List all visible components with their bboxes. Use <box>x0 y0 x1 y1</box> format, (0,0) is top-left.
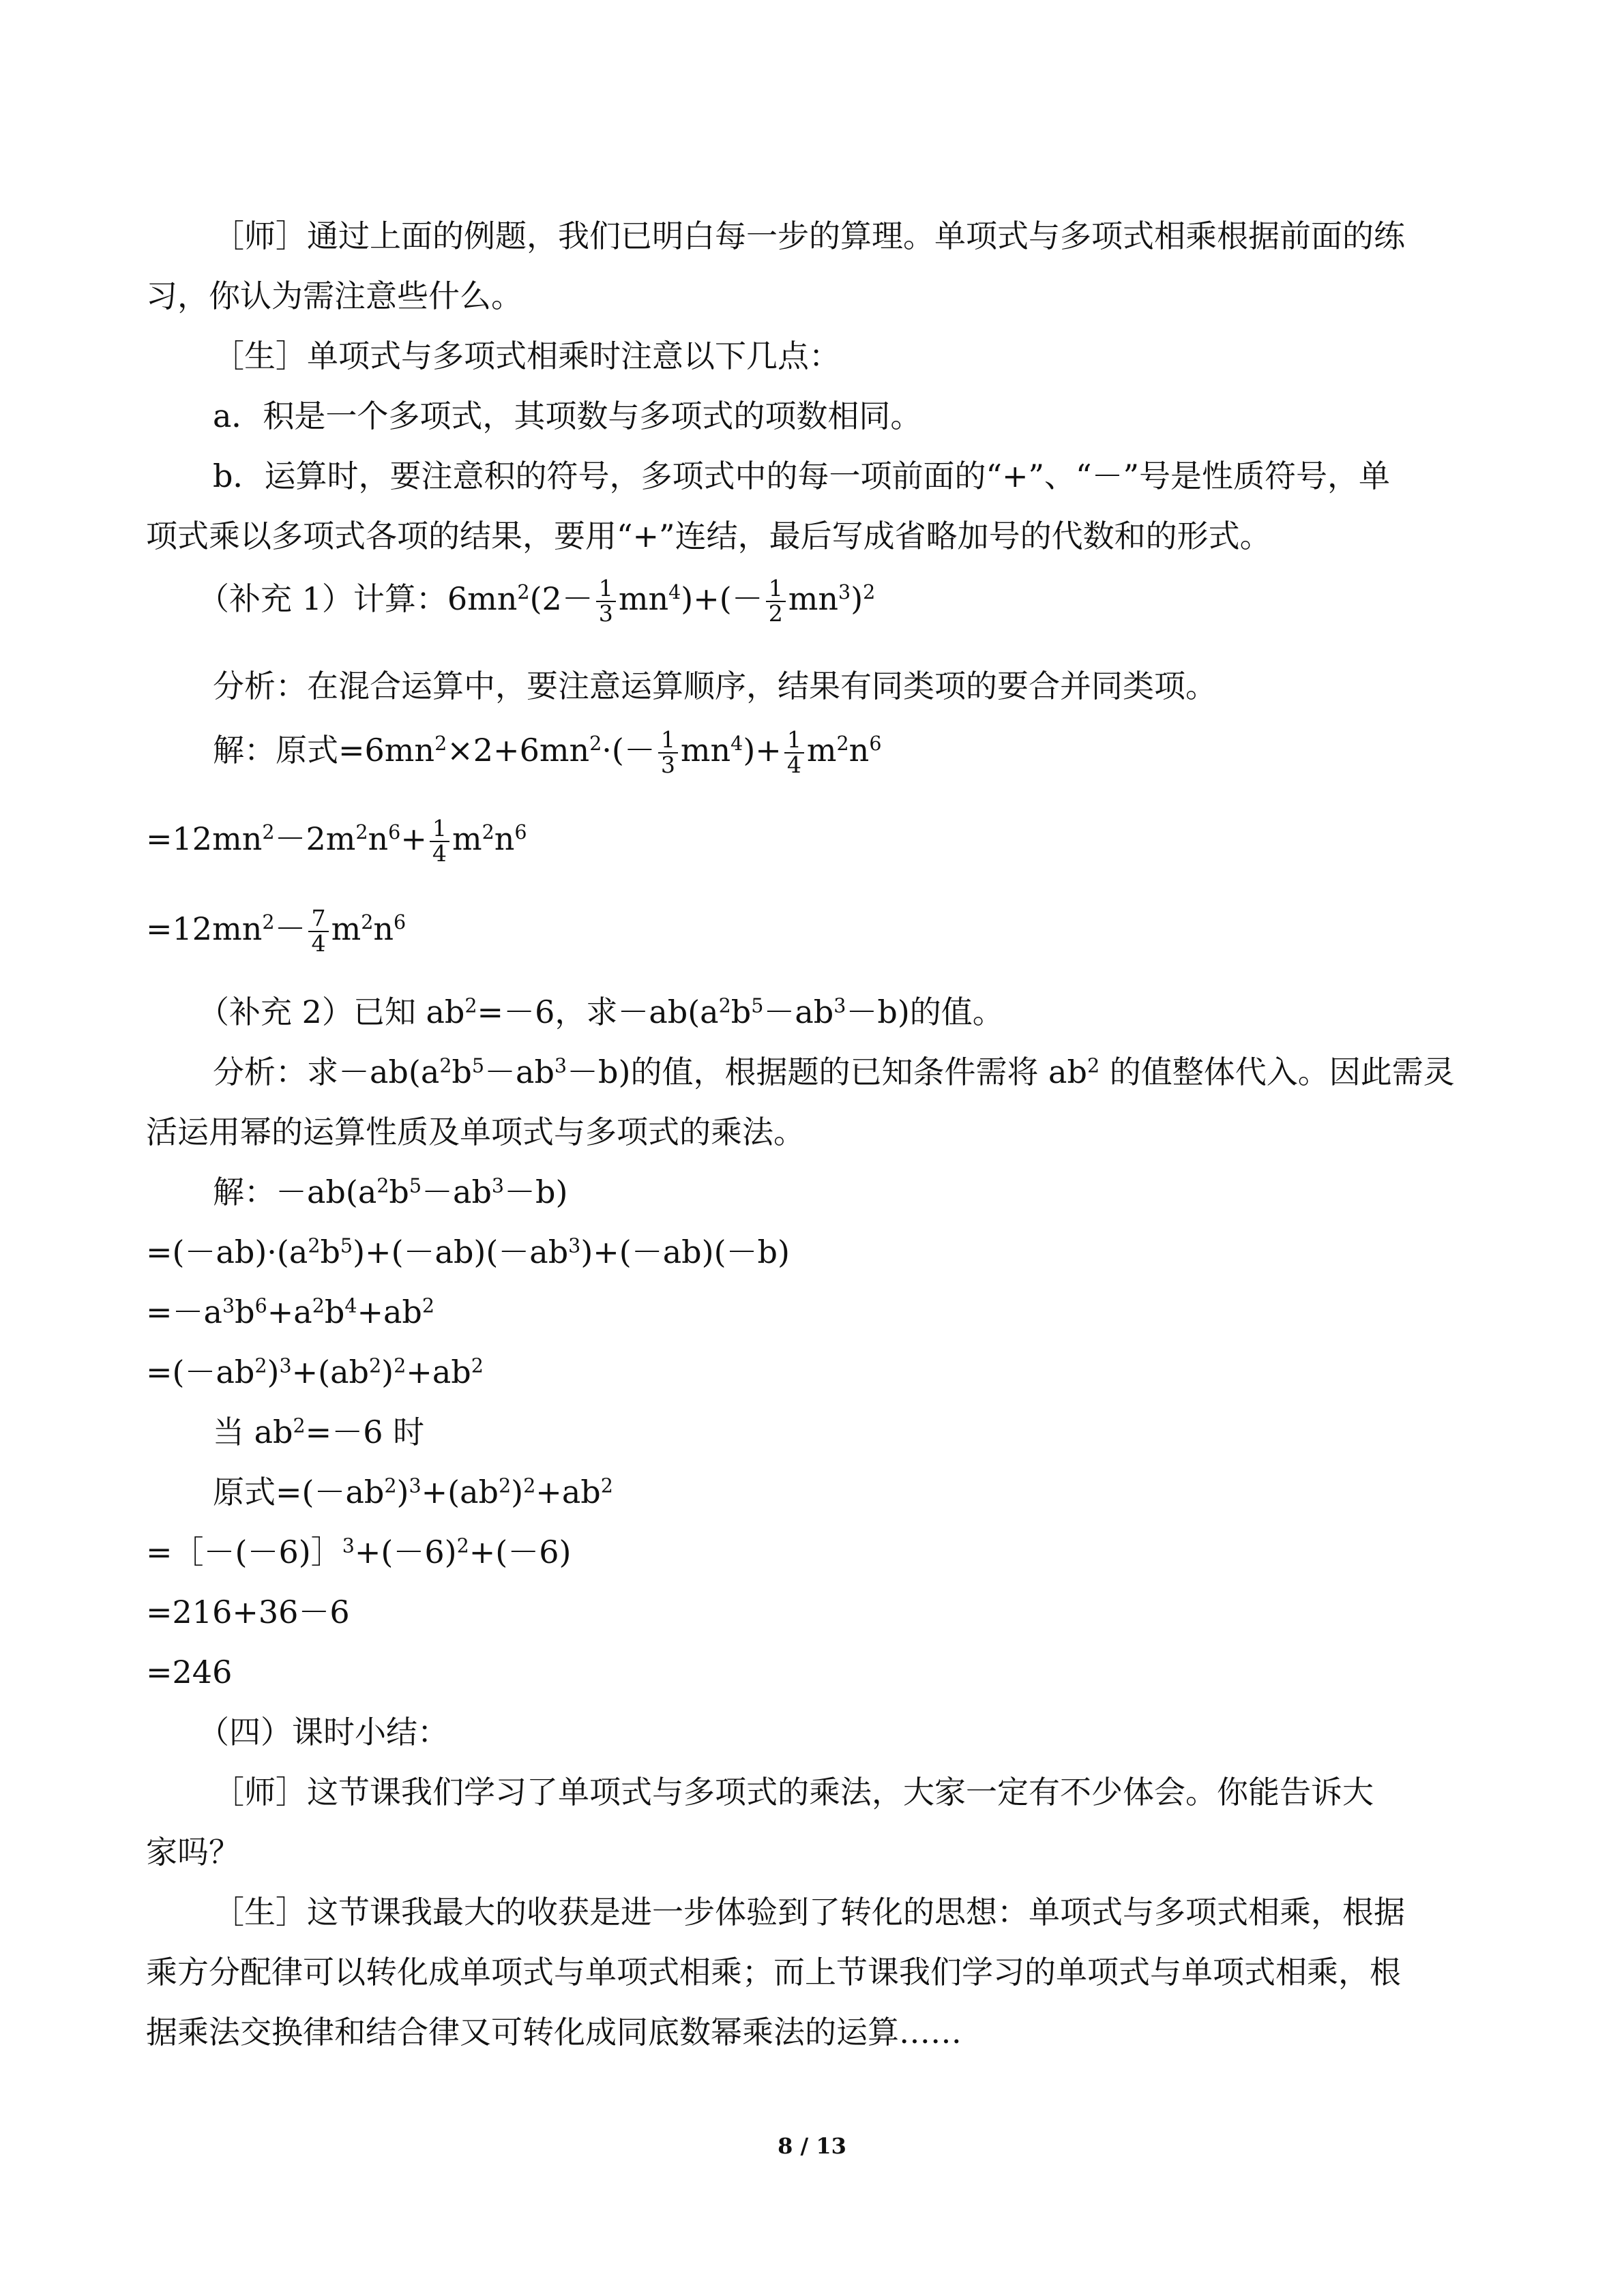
solution-2-line9: =246 <box>146 1654 233 1690</box>
analysis-2-line2: 活运用幂的运算性质及单项式与多项式的乘法。 <box>146 1114 805 1150</box>
point-b-line2: 项式乘以多项式各项的结果，要用“+”连结，最后写成省略加号的代数和的形式。 <box>146 518 1271 554</box>
fraction-one-quarter: $\frac{1}{4}$ <box>784 728 804 777</box>
point-a: a．积是一个多项式，其项数与多项式的项数相同。 <box>213 398 922 434</box>
paragraph-student: ［生］单项式与多项式相乘时注意以下几点： <box>213 338 840 374</box>
solution-2-line2: $=(-ab)\cdot(a^2b^5)+(-ab)(-ab^3)+(-ab)(-b)$ <box>146 1234 790 1270</box>
solution-2-line8: =216+36－6 <box>146 1594 350 1630</box>
summary-student-line3: 据乘法交换律和结合律又可转化成同底数幂乘法的运算…… <box>146 2014 962 2051</box>
analysis-1: 分析：在混合运算中，要注意运算顺序，结果有同类项的要合并同类项。 <box>213 668 1217 704</box>
fraction-one-half: $\frac{1}{2}$ <box>766 577 786 626</box>
supplement-2-problem: （补充 2）已知 $ab^2=-6$，求$-ab(a^2b^5-ab^3-b)$的值。 <box>198 994 1004 1030</box>
section-summary-heading: （四）课时小结： <box>198 1714 449 1750</box>
solution-1-line3: $=12mn^2-$ $\frac{7}{4}$ $m^2n^6$ <box>146 905 407 957</box>
fraction-one-third: $\frac{1}{3}$ <box>658 728 678 777</box>
solution-2-line4: $=(-ab^2)^3+(ab^2)^2+ab^2$ <box>146 1354 484 1390</box>
summary-student-line1: ［生］这节课我最大的收获是进一步体验到了转化的思想：单项式与多项式相乘，根据 <box>213 1894 1405 1930</box>
solution-2-line5: 当 $ab^2=-6$ 时 <box>213 1414 425 1450</box>
analysis-2-line1: 分析：求$-ab(a^2b^5-ab^3-b)$的值，根据题的已知条件需将 $ab^2$ 的值整体代入。因此需灵 <box>213 1054 1455 1090</box>
summary-teacher-line2: 家吗？ <box>146 1834 240 1870</box>
solution-2-line6: 原式$=(-ab^2)^3+(ab^2)^2+ab^2$ <box>213 1474 613 1510</box>
fraction-one-quarter: $\frac{1}{4}$ <box>430 817 449 866</box>
fraction-one-third: $\frac{1}{3}$ <box>596 577 616 626</box>
point-b-line1: b．运算时，要注意积的符号，多项式中的每一项前面的“+”、“－”号是性质符号，单 <box>213 458 1391 494</box>
solution-2-line1: 解：$-ab(a^2b^5-ab^3-b)$ <box>213 1174 568 1210</box>
solution-1-line1: 解：原式$=6mn^2\times 2+6mn^2\cdot(-$ $\frac{1}{3}$ $mn^4)+$ $\frac{1}{4}$ $m^2n^6$ <box>213 726 882 778</box>
summary-teacher-line1: ［师］这节课我们学习了单项式与多项式的乘法，大家一定有不少体会。你能告诉大 <box>213 1774 1374 1810</box>
summary-student-line2: 乘方分配律可以转化成单项式与单项式相乘；而上节课我们学习的单项式与单项式相乘，根 <box>146 1954 1401 1991</box>
solution-2-line3: $=-a^3b^6+a^2b^4+ab^2$ <box>146 1294 435 1330</box>
page-number: 8 / 13 <box>778 2133 846 2159</box>
fraction-seven-quarters: $\frac{7}{4}$ <box>308 907 328 956</box>
paragraph-teacher-line2: 习，你认为需注意些什么。 <box>146 278 522 314</box>
paragraph-teacher-line1: ［师］通过上面的例题，我们已明白每一步的算理。单项式与多项式相乘根据前面的练 <box>213 218 1405 254</box>
solution-2-line7: $=[-(-6)]^3+(-6)^2+(-6)$ <box>146 1534 572 1570</box>
supplement-1-problem: （补充 1）计算：$6mn^2(2-$ $\frac{1}{3}$ $mn^4)+(-$ $\frac{1}{2}$ $mn^3)^2$ <box>198 575 876 627</box>
solution-1-line2: $=12mn^2-2m^2n^6+$ $\frac{1}{4}$ $m^2n^6$ <box>146 815 527 867</box>
